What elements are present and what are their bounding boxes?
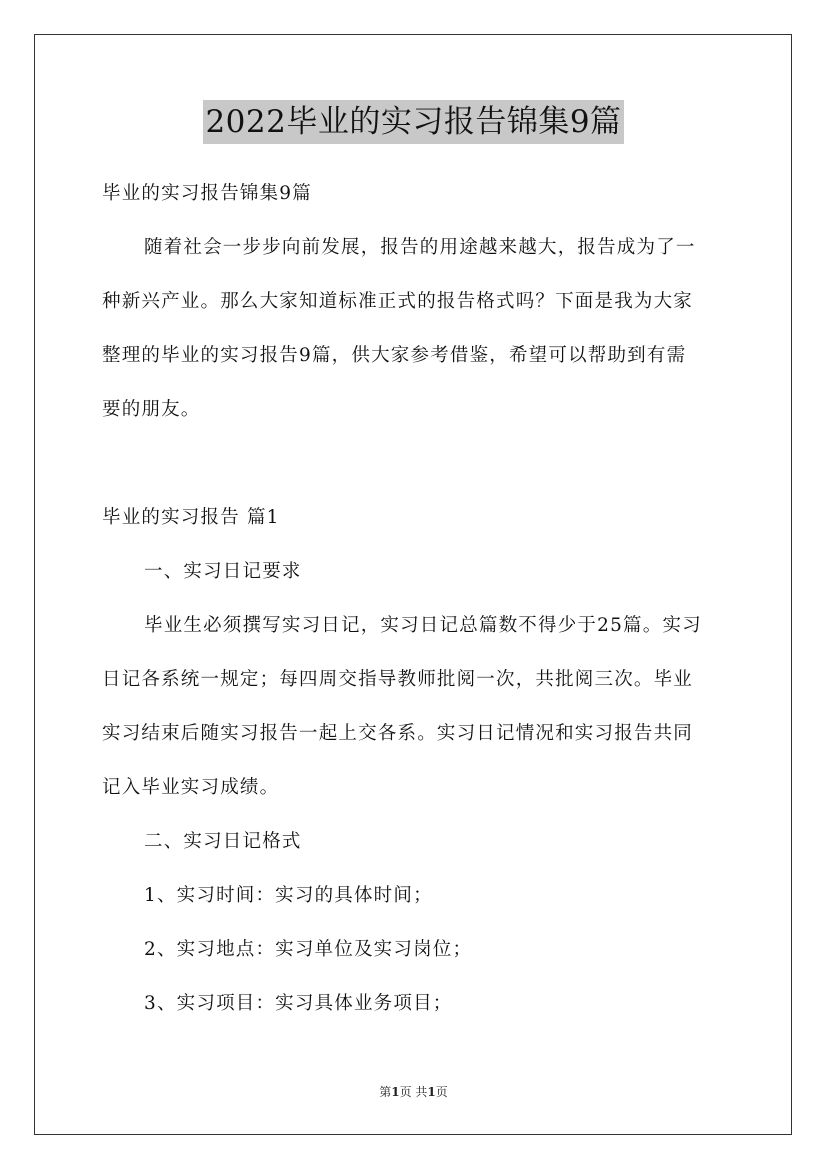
document-body	[102, 170, 726, 1034]
intro-line-4: 要的朋友。	[102, 399, 201, 420]
title-wrap	[0, 100, 827, 144]
intro-line-3: 整理的毕业的实习报告9篇，供大家参考借鉴，希望可以帮助到有需	[102, 345, 687, 366]
part1-line-1: 毕业生必须撰写实习日记，实习日记总篇数不得少于25篇。实习	[144, 615, 702, 636]
part1-heading: 一、实习日记要求	[144, 561, 302, 582]
part1-line-2: 日记各系统一规定；每四周交指导教师批阅一次，共批阅三次。毕业	[102, 669, 694, 690]
intro-line-1: 随着社会一步步向前发展，报告的用途越来越大，报告成为了一	[144, 237, 696, 258]
document-title: 2022毕业的实习报告锦集9篇	[203, 100, 623, 144]
footer-page-number: 1	[391, 1085, 400, 1099]
list-item-1: 1、实习时间：实习的具体时间；	[144, 885, 433, 906]
subtitle-line: 毕业的实习报告锦集9篇	[102, 183, 312, 204]
part1-line-3: 实习结束后随实习报告一起上交各系。实习日记情况和实习报告共同	[102, 723, 694, 744]
footer-page-mid: 页 共	[399, 1085, 428, 1099]
footer-page-suffix: 页	[435, 1085, 448, 1099]
page-footer	[0, 1083, 827, 1100]
footer-page-total: 1	[427, 1085, 436, 1099]
section-heading: 毕业的实习报告 篇1	[102, 507, 280, 528]
footer-page-prefix: 第	[379, 1085, 392, 1099]
part1-line-4: 记入毕业实习成绩。	[102, 777, 280, 798]
list-item-3: 3、实习项目：实习具体业务项目；	[144, 993, 453, 1014]
list-item-2: 2、实习地点：实习单位及实习岗位；	[144, 939, 473, 960]
part2-heading: 二、实习日记格式	[144, 831, 302, 852]
blank-line	[102, 440, 726, 494]
intro-line-2: 种新兴产业。那么大家知道标准正式的报告格式吗？下面是我为大家	[102, 291, 694, 312]
